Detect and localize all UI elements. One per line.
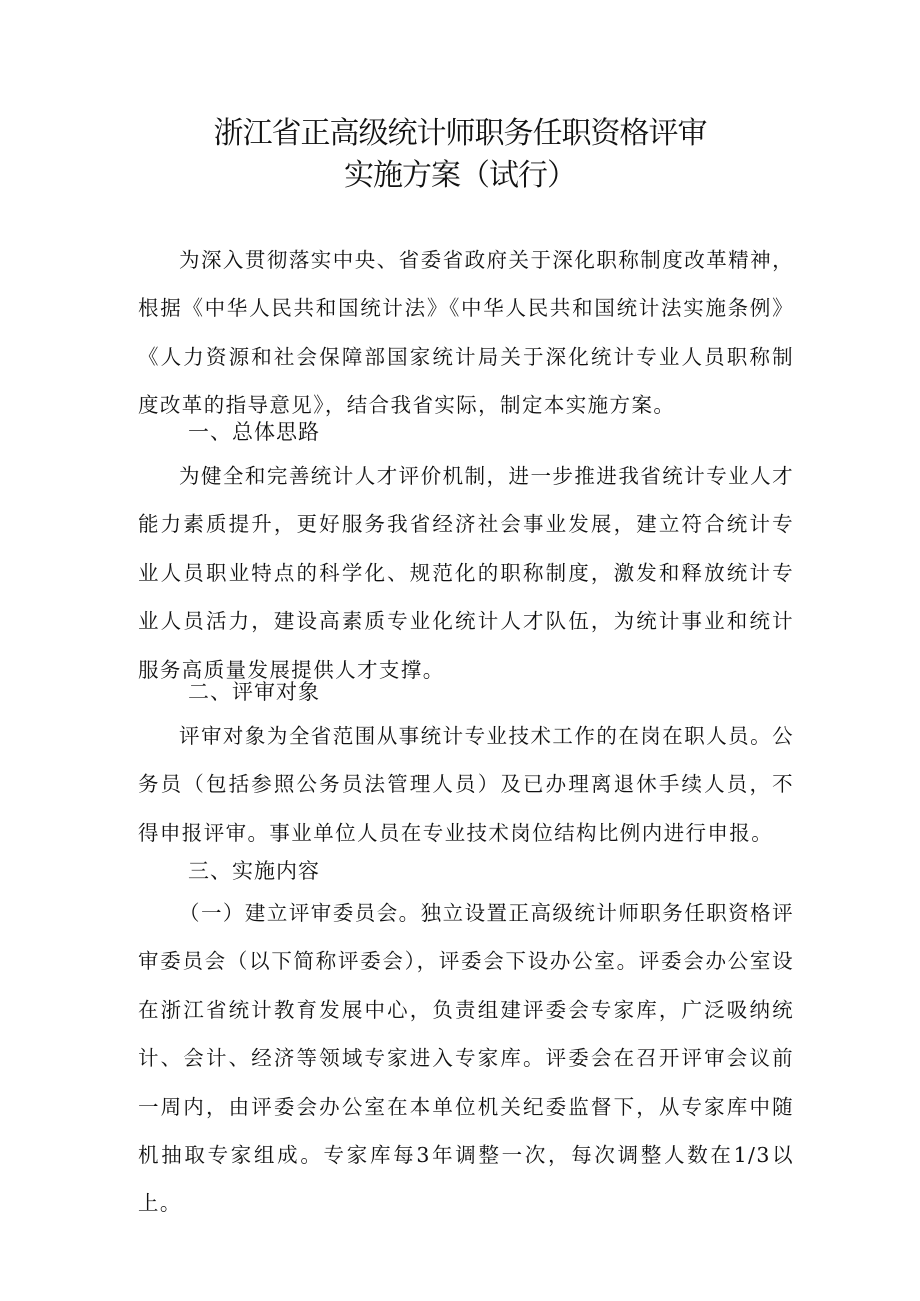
section-heading-implementation: 三、实施内容 — [188, 859, 320, 883]
section-paragraph-review-target: 评审对象为全省范围从事统计专业技术工作的在岗在职人员。公务员（包括参照公务员法管理人员）及已办理离退休手续人员，不得申报评审。事业单位人员在专业技术岗位结构比例内进行申报。 — [138, 724, 794, 845]
intro-paragraph: 为深入贯彻落实中央、省委省政府关于深化职称制度改革精神，根据《中华人民共和国统计法》《中华人民共和国统计法实施条例》《人力资源和社会保障部国家统计局关于深化统计专业人员职称制度改革的指导意见》，结合我省实际，制定本实施方案。 — [138, 248, 794, 418]
document-title-line-2: 实施方案（试行） — [344, 158, 576, 193]
section-heading-general-approach: 一、总体思路 — [188, 420, 320, 444]
section-paragraph-implementation: （一）建立评审委员会。独立设置正高级统计师职务任职资格评审委员会（以下简称评委会），评委会下设办公室。评委会办公室设在浙江省统计教育发展中心，负责组建评委会专家库，广泛吸纳统计、会计、经济等领域专家进入专家库。评委会在召开评审会议前一周内，由评委会办公室在本单位机关纪委监督下，从专家库中随机抽取专家组成。专家库每3年调整一次，每次调整人数在1/3以上。 — [138, 901, 794, 1216]
section-paragraph-general-approach: 为健全和完善统计人才评价机制，进一步推进我省统计专业人才能力素质提升，更好服务我省经济社会事业发展，建立符合统计专业人员职业特点的科学化、规范化的职称制度，激发和释放统计专业人员活力，建设高素质专业化统计人才队伍，为统计事业和统计服务高质量发展提供人才支撑。 — [138, 464, 794, 682]
document-title-line-1: 浙江省正高级统计师职务任职资格评审 — [213, 116, 707, 151]
section-heading-review-target: 二、评审对象 — [188, 680, 320, 704]
